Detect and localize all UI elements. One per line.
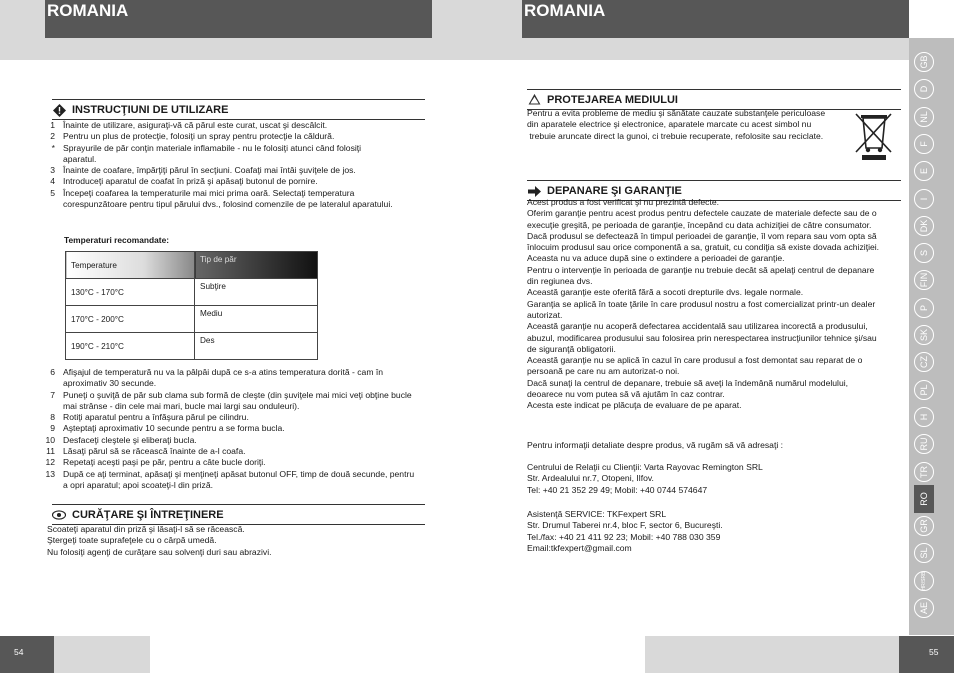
text-line: Ştergeţi toate suprafeţele cu o cârpă umedă.: [47, 535, 217, 546]
environment-heading: PROTEJAREA MEDIULUI: [527, 89, 901, 110]
text-line: abuzul, modificarea produsului sau folosirea prin nerespectarea instrucţiunilor tehnice şi/sau: [527, 332, 877, 343]
list-item-text: Înainte de coafare, împărţiţi părul în secţiuni. Coafaţi mai întâi şuviţele de jos.: [63, 165, 356, 176]
arrow-right-icon: [527, 184, 541, 198]
language-tab-p[interactable]: P: [914, 298, 934, 318]
crossed-bin-icon: [853, 112, 895, 162]
text-line: Asistenţă SERVICE: TKFexpert SRL: [527, 509, 667, 519]
list-item-number: 12: [45, 457, 55, 468]
language-tab-d[interactable]: D: [914, 79, 934, 99]
language-tab-pl[interactable]: PL: [914, 380, 934, 400]
table-header-cell: Temperature: [66, 252, 195, 279]
list-item: [44, 469, 420, 492]
instructions-list-a: [44, 120, 396, 210]
list-item-text: Înainte de utilizare, asiguraţi-vă că părul este curat, uscat şi descâlcit.: [63, 120, 328, 130]
text-line: din aparatele electrice şi electronice, aparatele marcate cu acest simbol nu: [527, 119, 812, 130]
text-line: Tel: +40 21 352 29 49; Mobil: +40 0744 574647: [527, 484, 708, 495]
list-item-number: 4: [50, 176, 55, 187]
text-line: Centrului de Relaţii cu Clienţii: Varta Rayovac Remington SRL: [527, 462, 763, 472]
list-item-number: 7: [50, 389, 55, 400]
language-tab-h[interactable]: H: [914, 407, 934, 427]
list-item-text: Aşteptaţi aproximativ 10 secunde pentru a se forma bucla.: [63, 423, 285, 434]
environment-text: [527, 108, 857, 142]
list-item-number: *: [51, 142, 55, 153]
text-line: Acest produs a fost verificat şi nu prezintă defecte.: [527, 197, 720, 207]
text-line: înlocuim produsul sau orice componentă a sa, gratuit, cu condiţia să existe dovada achiziţiei.: [527, 242, 880, 253]
list-item-text: Afişajul de temperatură nu va la pâlpâi după ce s-a atins temperatura dorită - cam în aproximativ 30 secunde.: [63, 367, 384, 389]
language-tab-ro[interactable]: RO: [914, 485, 934, 513]
language-tab-fin[interactable]: FIN: [914, 270, 934, 290]
table-cell: Mediu: [195, 306, 318, 333]
recycle-icon: [527, 93, 541, 107]
list-item-text: Pentru un plus de protecţie, folosiţi un spray pentru protecţie la căldură.: [63, 131, 335, 142]
list-item: [44, 120, 396, 131]
table-row: [66, 333, 318, 360]
table-cell: Subţire: [195, 279, 318, 306]
language-tab-ru[interactable]: RU: [914, 434, 934, 454]
warranty-heading: DEPANARE ŞI GARANŢIE: [527, 180, 901, 201]
contact-customer-center: [527, 462, 897, 496]
instructions-list-b: [44, 367, 420, 491]
text-line: Str. Drumul Taberei nr.4, bloc F, sector 6, Bucureşti.: [527, 520, 723, 531]
text-line: din regiunea dvs.: [527, 276, 593, 287]
language-tab-e[interactable]: E: [914, 161, 934, 181]
contact-service: [527, 509, 897, 554]
header-left-title: ROMANIA: [45, 0, 432, 38]
cleaning-text: [47, 524, 417, 558]
list-item: [44, 457, 420, 468]
eye-icon: [52, 508, 66, 522]
language-tab-s[interactable]: S: [914, 243, 934, 263]
temperature-label: Temperaturi recomandate:: [64, 235, 170, 245]
text-line: Aceasta nu va aduce după sine o extindere a perioadei de garanţie.: [527, 253, 785, 264]
table-row: [66, 306, 318, 333]
warranty-text: [527, 197, 907, 412]
text-line: Această garanţie este oferită fără a socoti drepturile dvs. legale normale.: [527, 287, 804, 298]
list-item: [44, 176, 396, 187]
language-tab-f[interactable]: F: [914, 134, 934, 154]
text-line: Garanţia se aplică în toate ţările în care produsul nostru a fost comercializat printr-un dealer: [527, 298, 876, 309]
text-line: Această garanţie nu acoperă defectarea accidentală sau utilizarea incorectă a produsului,: [527, 321, 868, 332]
language-tab-gr[interactable]: GR: [914, 516, 934, 536]
text-line: execuţie greşită, pe perioada de garanţie, începând cu data achiziţiei de către consumator.: [527, 219, 872, 230]
list-item-number: 1: [50, 120, 55, 130]
list-item-number: 13: [45, 468, 55, 479]
language-tab-tr[interactable]: TR: [914, 462, 934, 482]
text-line: persoană pe care nu am autorizat-o noi.: [527, 366, 680, 377]
text-line: de siguranţă obligatorii.: [527, 343, 616, 354]
language-tab-gb[interactable]: GB: [914, 52, 934, 72]
list-item: [44, 367, 420, 390]
list-item: [44, 390, 420, 413]
temperature-table: [65, 251, 318, 360]
list-item-text: Introduceţi aparatul de coafat în priză şi apăsaţi butonul de pornire.: [63, 176, 318, 187]
language-tab-cz[interactable]: CZ: [914, 352, 934, 372]
instructions-heading: INSTRUCŢIUNI DE UTILIZARE: [52, 99, 425, 120]
list-item-number: 6: [50, 367, 55, 377]
list-item: [44, 188, 396, 211]
text-line: Tel./fax: +40 21 411 92 23; Mobil: +40 788 030 359: [527, 531, 721, 542]
text-line: Pentru o intervenţie în perioada de garanţie nu trebuie decât să apelaţi centrul de depanare: [527, 264, 875, 275]
language-tab-ae[interactable]: AE: [914, 598, 934, 618]
table-header-cell: Tip de păr: [195, 252, 318, 279]
list-item-text: Repetaţi aceşti paşi pe păr, pentru a câte bucle doriţi.: [63, 457, 266, 468]
table-cell: 190°C - 210°C: [66, 333, 195, 360]
list-item-text: După ce aţi terminat, apăsaţi şi menţineţi apăsat butonul OFF, timp de două secunde, pentru a opri aparatul; apoi scoateţi-l din priză.: [63, 468, 415, 490]
text-line: Str. Ardealului nr.7, Otopeni, Ilfov.: [527, 473, 654, 484]
list-item-text: Desfaceţi cleştele şi eliberaţi bucla.: [63, 434, 197, 445]
list-item-number: 10: [45, 434, 55, 445]
list-item: [44, 143, 396, 166]
list-item-text: Lăsaţi părul să se răcească înainte de a-l coafa.: [63, 446, 246, 457]
list-item: [44, 423, 420, 434]
list-item: [44, 446, 420, 457]
text-line: autorizat.: [527, 309, 563, 320]
text-line: Nu folosiţi agenţi de curăţare sau solvenţi duri sau abrazivi.: [47, 546, 272, 557]
list-item: [44, 131, 396, 142]
cleaning-heading: CURĂŢARE ŞI ÎNTREŢINERE: [52, 504, 425, 525]
text-line: deoarece nu vom putea să vă ajutăm în caz contrar.: [527, 389, 725, 400]
list-item-number: 5: [50, 187, 55, 198]
list-item-number: 11: [46, 446, 55, 457]
language-tab-hr-srb[interactable]: HR/SRB: [914, 571, 934, 591]
info-icon: [52, 103, 66, 117]
list-item-number: 3: [50, 165, 55, 176]
header-right-title: ROMANIA: [522, 0, 909, 38]
table-cell: 170°C - 200°C: [66, 306, 195, 333]
text-line: Dacă produsul se defectează în timpul perioadei de garanţie, îl vom repara sau vom opta să: [527, 230, 877, 241]
list-item-number: 9: [50, 423, 55, 434]
table-header-row: [66, 252, 318, 279]
text-line: Dacă sunaţi la centrul de depanare, trebuie să aveţi la îndemână numărul modelului,: [527, 377, 849, 388]
language-tab-sk[interactable]: SK: [914, 325, 934, 345]
list-item-number: 2: [50, 131, 55, 142]
list-item-text: Sprayurile de păr conţin materiale inflamabile - nu le folosiţi atunci când folosiţi aparatul.: [63, 142, 362, 164]
text-line: Oferim garanţie pentru acest produs pentru defectele cauzate de materiale defecte sau de o: [527, 208, 877, 219]
page-number-right: 55: [899, 636, 954, 673]
text-line: Email:tkfexpert@gmail.com: [527, 542, 632, 553]
list-item: [44, 165, 396, 176]
language-tab-nl[interactable]: NL: [914, 107, 934, 127]
list-item-text: Rotiţi aparatul pentru a înfăşura părul pe cilindru.: [63, 412, 249, 423]
text-line: Această garanţie nu se aplică în cazul în care produsul a fost demontat sau reparat de o: [527, 355, 863, 366]
text-line: trebuie aruncate direct la gunoi, ci trebuie recuperate, refolosite sau reciclate.: [527, 130, 824, 141]
table-cell: Des: [195, 333, 318, 360]
contact-intro: Pentru informaţii detaliate despre produs, vă rugăm să vă adresaţi :: [527, 440, 784, 450]
language-tab-sl[interactable]: SL: [914, 543, 934, 563]
table-cell: 130°C - 170°C: [66, 279, 195, 306]
list-item: [44, 435, 420, 446]
language-tab-dk[interactable]: DK: [914, 216, 934, 236]
page-number-left: 54: [0, 636, 54, 673]
text-line: Acesta este indicat pe plăcuţa de evaluare de pe aparat.: [527, 400, 742, 411]
table-row: [66, 279, 318, 306]
text-line: Pentru a evita probleme de mediu şi sănătate cauzate substanţele periculoase: [527, 108, 826, 118]
text-line: Scoateţi aparatul din priză şi lăsaţi-l să se răcească.: [47, 524, 245, 534]
list-item: [44, 412, 420, 423]
list-item-text: Puneţi o şuviţă de păr sub clama sub formă de cleşte (din şuviţele mai mici veţi obţine bucle mai strânse - din cele mai mari, bucle mai largi sau onduleuri).: [63, 389, 412, 411]
list-item-number: 8: [50, 412, 55, 423]
language-tab-i[interactable]: I: [914, 189, 934, 209]
list-item-text: Începeţi coafarea la temperaturile mai mici prima oară. Selectaţi temperatura corespunzătoare pentru tipul părului dvs., folosind comenzile de pe lateralul aparatului.: [63, 187, 393, 210]
